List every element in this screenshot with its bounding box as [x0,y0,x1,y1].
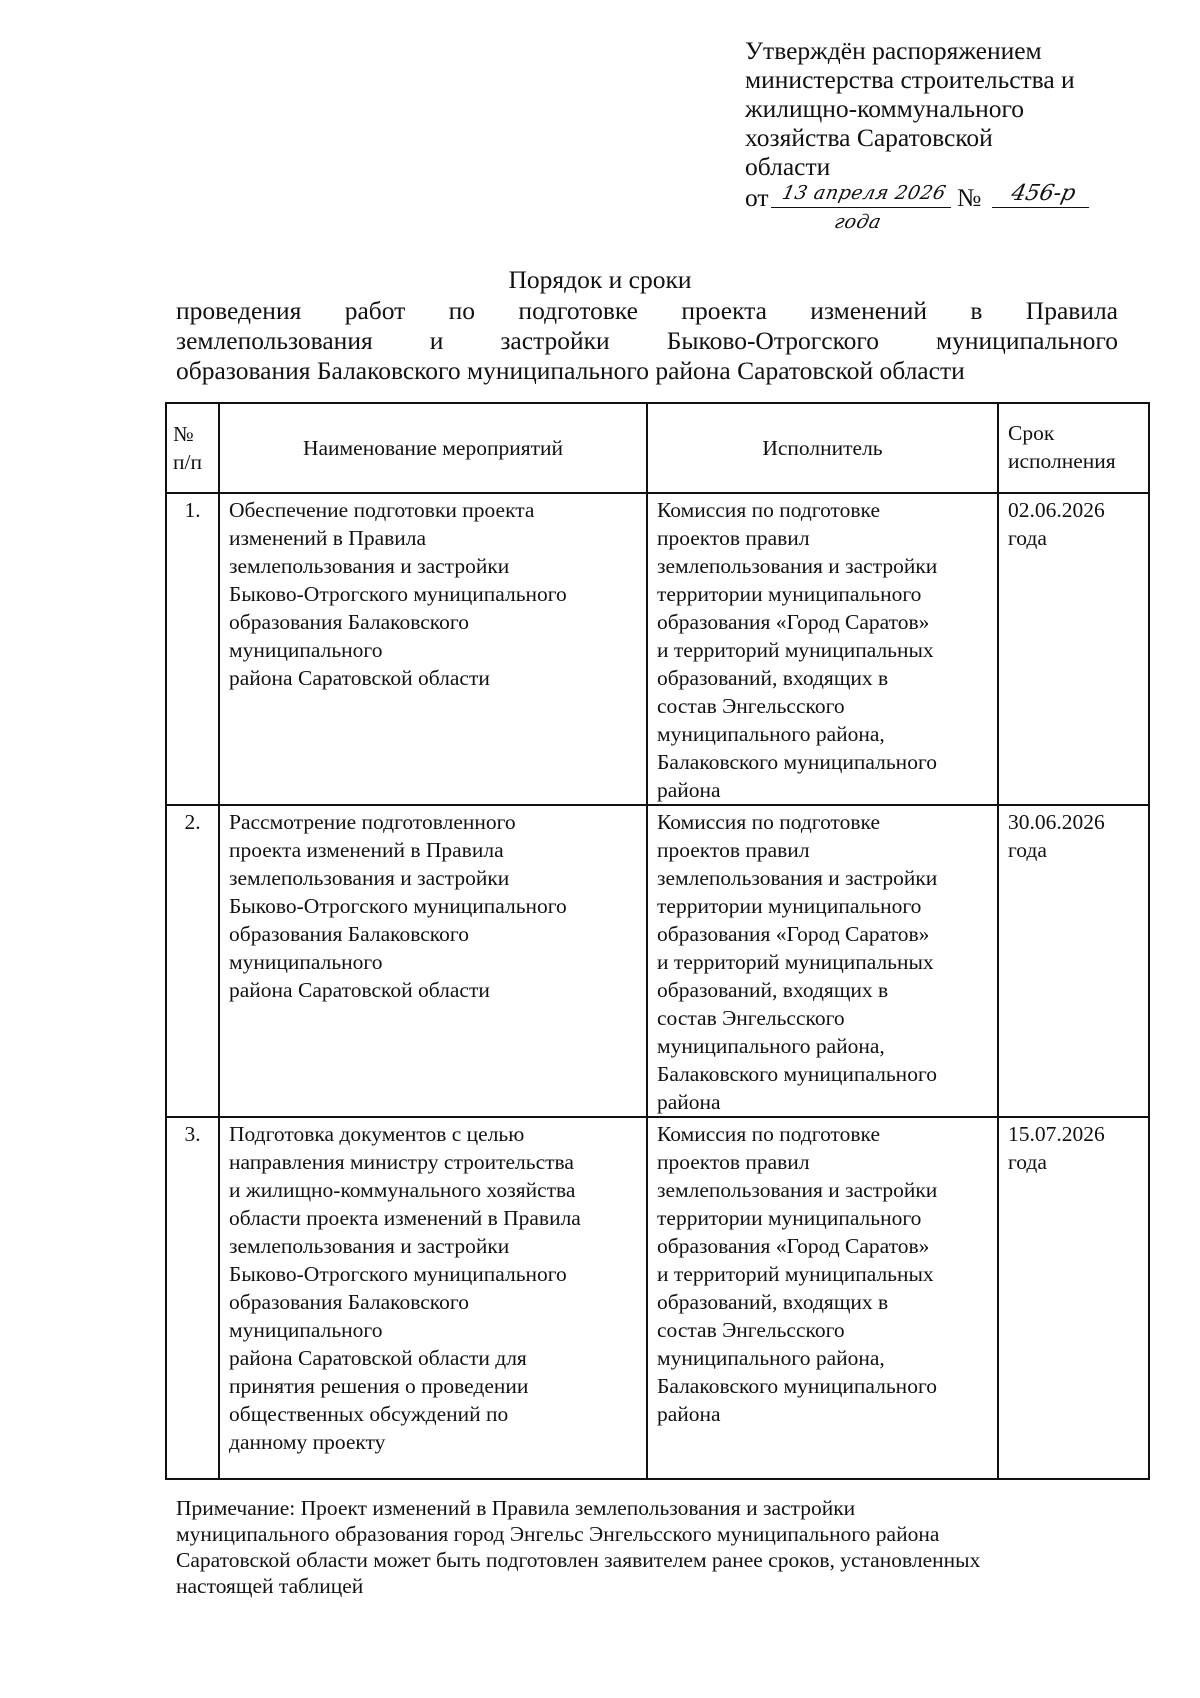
footnote-line: Примечание: Проект изменений в Правила землепользования и застройки [176,1496,856,1520]
approval-line: области [745,152,831,181]
row-num: 1. [166,493,219,805]
row-executor: Комиссия по подготовке проектов правил землепользования и застройки территории муниципального образования «Город Саратов» и территорий муниципальных образований, входящих в состав Энгельсского муниципального района, Балаковского муниципального района [647,493,998,805]
approval-line: хозяйства Саратовской [745,123,993,152]
header-executor: Исполнитель [647,403,998,493]
row-term: 15.07.2026 года [998,1117,1149,1479]
row-num: 3. [166,1117,219,1479]
document-subtitle [176,296,1118,386]
footnote-line: муниципального образования город Энгельс Энгельсского муниципального района [176,1522,940,1546]
approval-line: министерства строительства и [745,65,1075,94]
table-row [166,493,1149,805]
table-row [166,805,1149,1117]
row-term: 30.06.2026 года [998,805,1149,1117]
footnote [176,1495,1136,1599]
header-term: Срок исполнения [998,403,1149,493]
subtitle-line: образования Балаковского муниципального района Саратовской области [176,356,965,385]
row-term: 02.06.2026 года [998,493,1149,805]
subtitle-line: землепользования и застройки Быково-Отрогского муниципального [176,326,1118,355]
handwritten-number: 456-р [992,179,1095,208]
header-num: № п/п [166,403,219,493]
handwritten-date: 13 апреля 2026 года [771,179,957,208]
schedule-table [165,402,1150,1480]
number-sign: № [957,183,982,212]
row-executor: Комиссия по подготовке проектов правил землепользования и застройки территории муниципального образования «Город Саратов» и территорий муниципальных образований, входящих в состав Энгельсского муниципального района, Балаковского муниципального района [647,805,998,1117]
footnote-line: Саратовской области может быть подготовлен заявителем ранее сроков, установленных [176,1548,981,1572]
row-num: 2. [166,805,219,1117]
row-name: Подготовка документов с целью направления министру строительства и жилищно-коммунального хозяйства области проекта изменений в Правила землепользования и застройки Быково-Отрогского муниципального образования Балаковского муниципального района Саратовской области для принятия решения о проведении общественных обсуждений по данному проекту [219,1117,647,1479]
approval-line: Утверждён распоряжением [745,36,1042,65]
header-name: Наименование мероприятий [219,403,647,493]
footnote-line: настоящей таблицей [176,1574,364,1598]
table-header-row [166,403,1149,493]
approval-line: жилищно-коммунального [745,94,1025,123]
from-prefix: от [745,183,769,212]
row-name: Обеспечение подготовки проекта изменений в Правила землепользования и застройки Быково-Отрогского муниципального образования Балаковского муниципального района Саратовской области [219,493,647,805]
table-row [166,1117,1149,1479]
row-name: Рассмотрение подготовленного проекта изменений в Правила землепользования и застройки Быково-Отрогского муниципального образования Балаковского муниципального района Саратовской области [219,805,647,1117]
subtitle-line: проведения работ по подготовке проекта изменений в Правила [176,296,1118,325]
document-title: Порядок и сроки [508,265,692,294]
approval-date-number [745,181,1165,233]
row-executor: Комиссия по подготовке проектов правил землепользования и застройки территории муниципального образования «Город Саратов» и территорий муниципальных образований, входящих в состав Энгельсского муниципального района, Балаковского муниципального района [647,1117,998,1479]
approval-block [745,36,1165,233]
